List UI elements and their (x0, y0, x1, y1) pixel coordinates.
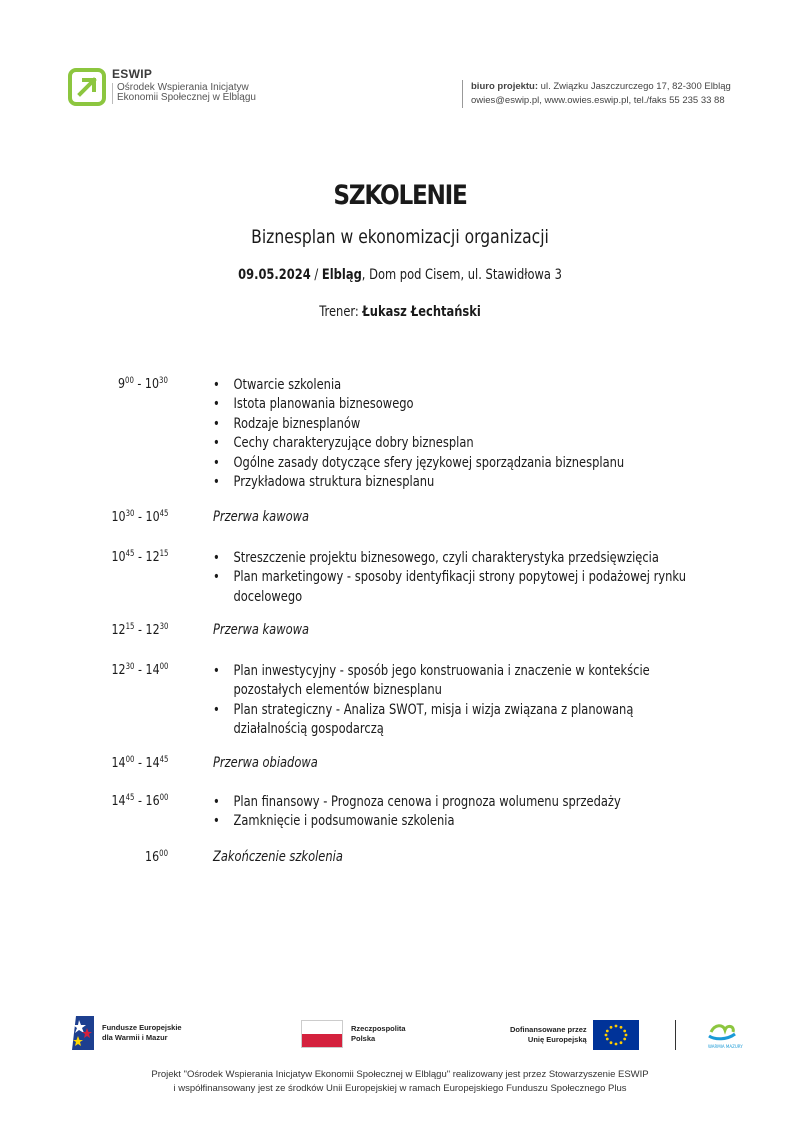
topic-item: • Rodzaje biznesplanów (213, 415, 705, 434)
topic-item: • Otwarcie szkolenia (213, 376, 705, 395)
topic-item: • Plan strategiczny - Analiza SWOT, misja i wizja związana z planowaną działalnością gospodarczą (213, 701, 705, 740)
pl-logo: Rzeczpospolita Polska (301, 1020, 406, 1048)
training-city: Elbląg (321, 267, 362, 283)
slot-topics (213, 549, 713, 607)
project-note: Projekt "Ośrodek Wspierania Inicjatyw Ekonomii Społecznej w Elblągu" realizowany jest przez Stowarzyszenie ESWIP i współfinansowany jest ze środków Unii Europejskiej w ramach Europejskiego Funduszu Społecznego Plus (151, 1069, 649, 1094)
topic-item: • Streszczenie projektu biznesowego, czyli charakterystyka przedsięwzięcia (213, 549, 705, 568)
slot-topics (213, 376, 713, 492)
slot-time: $9^{00} - 10^{30}$ (118, 376, 168, 392)
slot-time: $10^{30} - 10^{45}$ (111, 509, 168, 525)
eswip-logo (68, 68, 256, 106)
logo-divider (675, 1020, 676, 1050)
fe-stars-icon (70, 1014, 96, 1052)
topic-item: • Plan finansowy - Prognoza cenowa i prognoza wolumenu sprzedaży (213, 793, 705, 812)
eu-flag-icon (593, 1020, 639, 1050)
topic-item: • Przykładowa struktura biznesplanu (213, 473, 705, 492)
break-label: Przerwa obiadowa (213, 755, 318, 771)
topic-item: • Zamknięcie i podsumowanie szkolenia (213, 812, 705, 831)
logo-subtitle: Ośrodek Wspierania Inicjatyw Ekonomii Społecznej w Elblągu (112, 83, 256, 104)
slot-time: $12^{30} - 14^{00}$ (111, 662, 168, 678)
slot-time: $10^{45} - 12^{15}$ (111, 549, 168, 565)
slot-topics (213, 793, 713, 832)
training-venue: , Dom pod Cisem, ul. Stawidłowa 3 (361, 267, 562, 283)
slot-time: $14^{00} - 14^{45}$ (111, 755, 168, 771)
break-label: Przerwa kawowa (213, 622, 310, 638)
office-label: biuro projektu: (471, 81, 539, 92)
warmia-mazury-logo-icon (705, 1020, 743, 1052)
training-date: 09.05.2024 (238, 267, 311, 283)
eswip-arrow-icon (68, 68, 106, 106)
break-label: Przerwa kawowa (213, 509, 310, 525)
topic-item: • Plan marketingowy - sposoby identyfikacji strony popytowej i podażowej rynku docelowego (213, 568, 705, 607)
polish-flag-icon (301, 1020, 343, 1048)
slot-topics (213, 662, 713, 740)
trainer-line: Trener: Łukasz Łechtański (319, 304, 481, 320)
office-address: ul. Związku Jaszczurczego 17, 82-300 Elbląg (540, 81, 731, 92)
topic-item: • Plan inwestycyjny - sposób jego konstruowania i znaczenie w kontekście pozostałych elementów biznesplanu (213, 662, 705, 701)
funding-logos (0, 1014, 800, 1054)
topic-item: • Ogólne zasady dotyczące sfery językowej sporządzania biznesplanu (213, 454, 705, 473)
page-title: SZKOLENIE (333, 180, 467, 211)
trainer-name: Łukasz Łechtański (362, 304, 481, 320)
project-office (462, 80, 731, 108)
eu-logo: Dofinansowane przez Unię Europejską (510, 1020, 639, 1050)
slot-time: $14^{45} - 16^{00}$ (111, 793, 168, 809)
topic-item: • Istota planowania biznesowego (213, 395, 705, 414)
slot-time: $16^{00}$ (145, 849, 168, 865)
topic-item: • Cechy charakteryzujące dobry biznesplan (213, 434, 705, 453)
date-location: 09.05.2024 / Elbląg, Dom pod Cisem, ul. Stawidłowa 3 (238, 267, 562, 283)
break-label: Zakończenie szkolenia (213, 849, 343, 865)
training-subtitle: Biznesplan w ekonomizacji organizacji (251, 226, 549, 248)
logo-name: ESWIP (112, 67, 153, 81)
fe-logo: Fundusze Europejskie dla Warmii i Mazur (70, 1014, 182, 1052)
svg-text:WARMIA MAZURY: WARMIA MAZURY (708, 1044, 743, 1049)
slot-time: $12^{15} - 12^{30}$ (111, 622, 168, 638)
office-contact: owies@eswip.pl, www.owies.eswip.pl, tel./faks 55 235 33 88 (471, 95, 725, 106)
